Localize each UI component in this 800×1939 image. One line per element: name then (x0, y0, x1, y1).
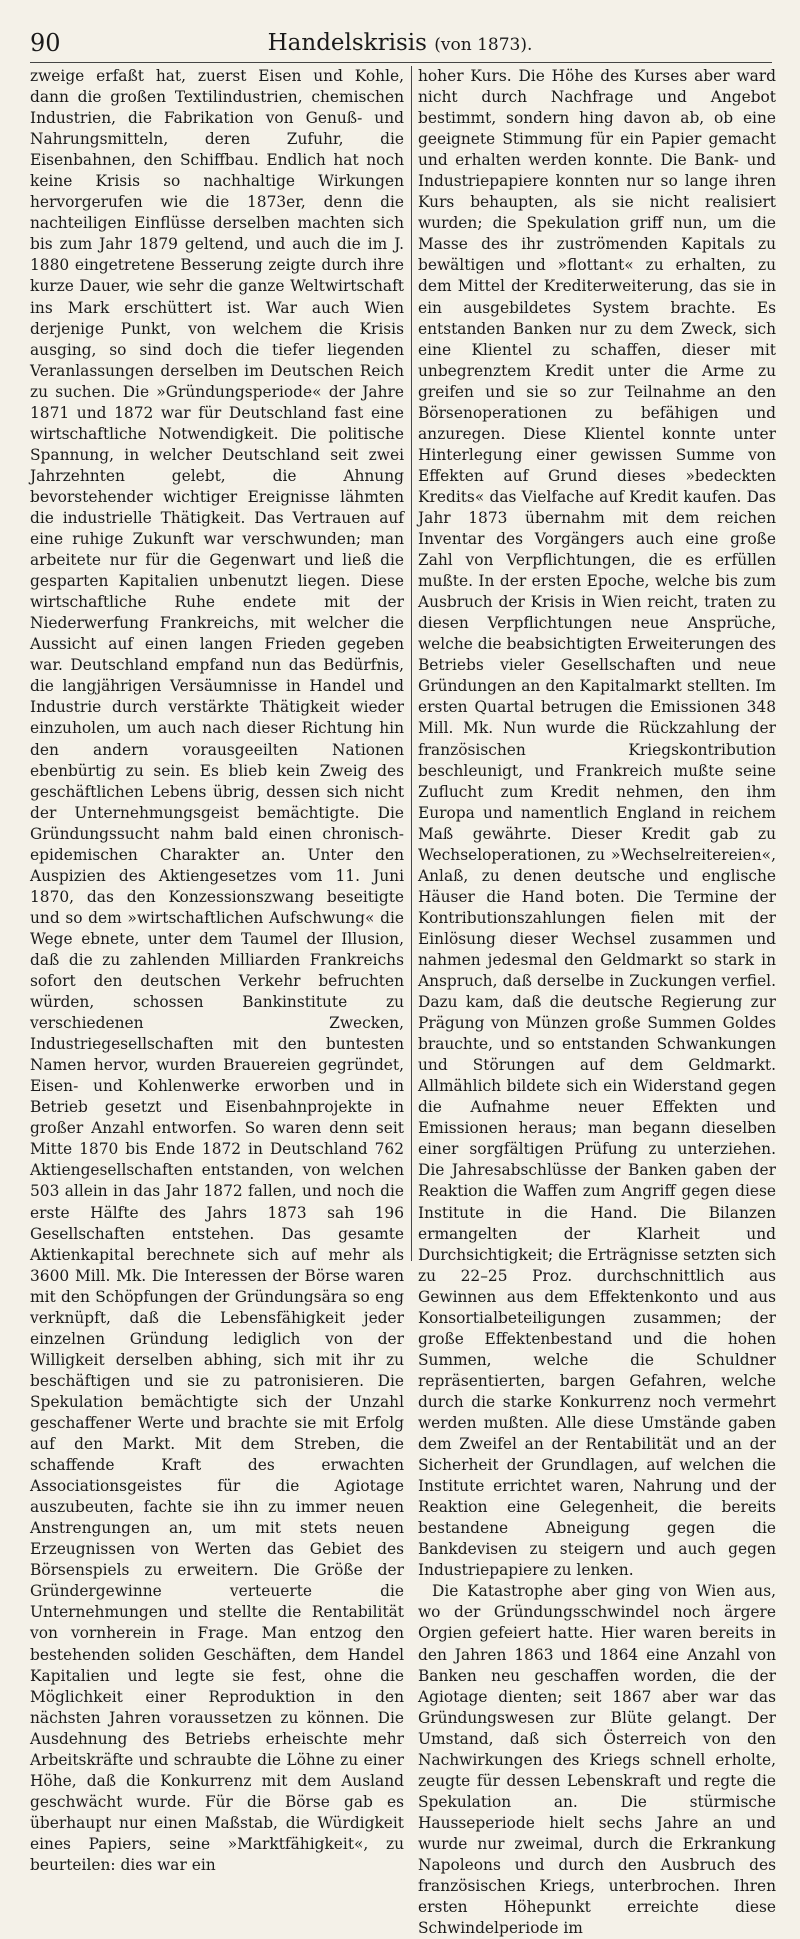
header-rule (30, 62, 772, 63)
running-title (30, 26, 770, 62)
right-column (418, 66, 776, 1938)
right-paragraph-1: hoher Kurs. Die Höhe des Kurses aber ward nicht durch Nachfrage und Angebot bestimmt, sondern hing davon ab, ob eine geeignete Stimmung für ein Papier gemacht und erhalten werden konnte. Die Bank- und Industriepapiere konnten nur so lange ihren Kurs behaupten, als sie nicht realisiert wurden; die Spekulation griff nun, um die Masse des ihr zuströmenden Kapitals zu bewältigen und »flottant« zu erhalten, zu dem Mittel der Krediterweiterung, das sie in ein ausgebildetes System brachte. Es entstanden Banken nur zu dem Zweck, sich eine Klientel zu schaffen, dieser mit unbegrenztem Kredit unter die Arme zu greifen und sie so zur Teilnahme an den Börsenoperationen zu befähigen und anzuregen. Diese Klientel konnte unter Hinterlegung einer gewissen Summe von Effekten auf Grund dieses »bedeckten Kredits« das Vielfache auf Kredit kaufen. Das Jahr 1873 übernahm mit dem reichen Inventar des Vorgängers auch eine große Zahl von Verpflichtungen, die es erfüllen mußte. In der ersten Epoche, welche bis zum Ausbruch der Krisis in Wien reicht, traten zu diesen Verpflichtungen neue Ansprüche, welche die beabsichtigten Erweiterungen des Betriebs vieler Gesellschaften und neue Gründungen an den Kapitalmarkt stellten. Im ersten Quartal betrugen die Emissionen 348 Mill. Mk. Nun wurde die Rückzahlung der französischen Kriegskontribution beschleunigt, und Frankreich mußte seine Zuflucht zum Kredit nehmen, den ihm Europa und namentlich England in reichem Maß gewährte. Dieser Kredit gab zu Wechseloperationen, zu »Wechselreitereien«, Anlaß, zu denen deutsche und englische Häuser die Hand boten. Die Termine der Kontributionszahlungen fielen mit der Einlösung dieser Wechsel zusammen und nahmen jedesmal den Geldmarkt so stark in Anspruch, daß derselbe in Zuckungen verfiel. Dazu kam, daß die deutsche Regierung zur Prägung von Münzen große Summen Goldes brauchte, und so entstanden Schwankungen und Störungen auf dem Geldmarkt. Allmählich bildete sich ein Widerstand gegen die Aufnahme neuer Effekten und Emissionen heraus; man begann dieselben einer sorgfältigen Prüfung zu unterziehen. Die Jahresabschlüsse der Banken gaben der Reaktion die Waffen zum Angriff gegen diese Institute in die Hand. Die Bilanzen ermangelten der Klarheit und Durchsichtigkeit; die Erträgnisse setzten sich zu 22–25 Proz. durchschnittlich aus Gewinnen aus dem Effektenkonto und aus Konsortialbeteiligungen zusammen; der große Effektenbestand und die hohen Summen, welche die Schuldner repräsentierten, bargen Gefahren, welche durch die starke Konkurrenz noch vermehrt werden mußten. Alle diese Umstände gaben dem Zweifel an der Rentabilität und an der Sicherheit der Grundlagen, auf welchen die Institute errichtet waren, Nahrung und der Reaktion eine Gelegenheit, die bereits bestandene Abneigung gegen die Bankdevisen zu steigern und auch gegen Industriepapiere zu lenken. (418, 67, 776, 1580)
right-paragraph-2: Die Katastrophe aber ging von Wien aus, wo der Gründungsschwindel noch ärgere Orgien gefeiert hatte. Hier waren bereits in den Jahren 1863 und 1864 eine Anzahl von Banken neu geschaffen worden, die der Agiotage dienten; seit 1867 aber war das Gründungswesen zur Blüte gelangt. Der Umstand, daß sich Österreich von den Nachwirkungen des Kriegs schnell erholte, zeugte für dessen Lebenskraft und regte die Spekulation an. Die stürmische Hausseperiode hielt sechs Jahre an und wurde nur zweimal, durch die Erkrankung Napoleons und durch den Ausbruch des französischen Kriegs, unterbrochen. Ihren ersten Höhepunkt erreichte diese Schwindelperiode im (418, 1582, 776, 1938)
page-header (30, 26, 770, 60)
page-number: 90 (30, 29, 61, 57)
left-column (30, 66, 404, 1874)
running-title-main: Handelskrisis (267, 30, 427, 56)
left-paragraph-1: zweige erfaßt hat, zuerst Eisen und Kohle, dann die großen Textilindustrien, chemischen Industrien, die Fabrikation von Genuß- und Nahrungsmitteln, deren Zufuhr, die Eisenbahnen, den Schiffbau. Endlich hat noch keine Krisis so nachhaltige Wirkungen hervorgerufen wie die 1873er, denn die nachteiligen Einflüsse derselben machten sich bis zum Jahr 1879 geltend, und auch die im J. 1880 eingetretene Besserung zeigte durch ihre kurze Dauer, wie sehr die ganze Weltwirtschaft ins Mark erschüttert ist. War auch Wien derjenige Punkt, von welchem die Krisis ausging, so sind doch die tiefer liegenden Veranlassungen derselben im Deutschen Reich zu suchen. Die »Gründungsperiode« der Jahre 1871 und 1872 war für Deutschland fast eine wirtschaftliche Notwendigkeit. Die politische Spannung, in welcher Deutschland seit zwei Jahrzehnten gelebt, die Ahnung bevorstehender wichtiger Ereignisse lähmten die industrielle Thätigkeit. Das Vertrauen auf eine ruhige Zukunft war verschwunden; man arbeitete nur für die Gegenwart und ließ die gesparten Kapitalien unbenutzt liegen. Diese wirtschaftliche Ruhe endete mit der Niederwerfung Frankreichs, mit welcher die Aussicht auf einen langen Frieden gegeben war. Deutschland empfand nun das Bedürfnis, die langjährigen Versäumnisse in Handel und Industrie durch verstärkte Thätigkeit wieder einzuholen, um auch nach dieser Richtung hin den andern vorausgeeilten Nationen ebenbürtig zu sein. Es blieb kein Zweig des geschäftlichen Lebens übrig, dessen sich nicht der Unternehmungsgeist bemächtigte. Die Gründungssucht nahm bald einen chronisch-epidemischen Charakter an. Unter den Auspizien des Aktiengesetzes vom 11. Juni 1870, das den Konzessionszwang beseitigte und so dem »wirtschaftlichen Aufschwung« die Wege ebnete, unter dem Taumel der Illusion, daß die zu zahlenden Milliarden Frankreichs sofort den deutschen Verkehr befruchten würden, schossen Bankinstitute zu verschiedenen Zwecken, Industriegesellschaften mit den buntesten Namen hervor, wurden Brauereien gegründet, Eisen- und Kohlenwerke erworben und in Betrieb gesetzt und Eisenbahnprojekte in großer Anzahl entworfen. So waren denn seit Mitte 1870 bis Ende 1872 in Deutschland 762 Aktiengesellschaften entstanden, von welchen 503 allein in das Jahr 1872 fallen, und noch die erste Hälfte des Jahrs 1873 sah 196 Gesellschaften entstehen. Das gesamte Aktienkapital berechnete sich auf mehr als 3600 Mill. Mk. Die Interessen der Börse waren mit den Schöpfungen der Gründungsära so eng verknüpft, daß die Lebensfähigkeit jeder einzelnen Gründung lediglich von der Willigkeit derselben abhing, sich mit ihr zu beschäftigen und sie zu patronisieren. Die Spekulation bemächtigte sich der Unzahl geschaffener Werte und brachte sie mit Erfolg auf den Markt. Mit dem Streben, die schaffende Kraft des erwachten Associationsgeistes für die Agiotage auszubeuten, fachte sie ihn zu immer neuen Anstrengungen an, um mit stets neuen Erzeugnissen von Werten das Gebiet des Börsenspiels zu erweitern. Die Größe der Gründergewinne verteuerte die Unternehmungen und stellte die Rentabilität von vornherein in Frage. Man entzog den bestehenden soliden Geschäften, dem Handel Kapitalien und legte sie fest, ohne die Möglichkeit einer Reproduktion in den nächsten Jahren voraussetzen zu können. Die Ausdehnung des Betriebs erheischte mehr Arbeitskräfte und schraubte die Löhne zu einer Höhe, daß die Konkurrenz mit dem Ausland geschwächt wurde. Für die Börse gab es überhaupt nur einen Maßstab, die Würdigkeit eines Papiers, seine »Marktfähigkeit«, zu beurteilen: dies war ein (30, 67, 404, 1874)
running-title-subtitle: (von 1873). (434, 35, 533, 55)
column-divider (411, 66, 412, 1261)
